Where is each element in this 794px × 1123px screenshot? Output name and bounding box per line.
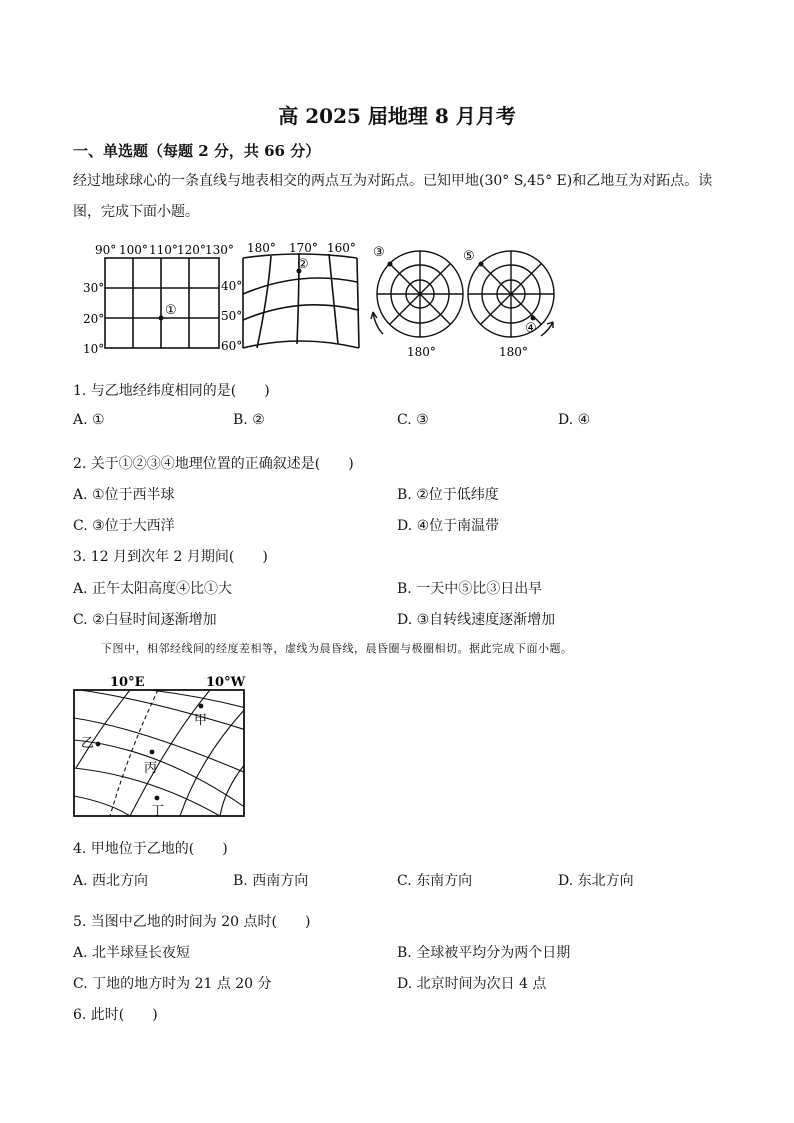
grid-lon-label: 120° <box>177 243 206 257</box>
arc-lat-label: 40° <box>221 279 243 293</box>
question-stem: 1. 与乙地经纬度相同的是( ) <box>73 383 270 399</box>
grid-lon-label: 100° <box>119 243 148 257</box>
option-b[interactable]: B. ② <box>233 412 265 428</box>
figure-2 <box>70 668 250 820</box>
option-d[interactable]: D. ④位于南温带 <box>397 518 500 534</box>
grid-lat-label: 30° <box>83 281 105 295</box>
polar2-bottom-label: 180° <box>499 345 528 359</box>
option-a[interactable]: A. ① <box>73 412 105 428</box>
option-d[interactable]: D. 东北方向 <box>558 873 634 889</box>
figure-1 <box>75 236 575 360</box>
page-title: 高 2025 届地理 8 月月考 <box>278 104 516 128</box>
point-ding-dot <box>155 796 160 801</box>
arc-lon-label: 170° <box>289 241 318 255</box>
point-yi-label: 乙 <box>81 736 95 751</box>
option-a[interactable]: A. 西北方向 <box>73 873 149 889</box>
option-d[interactable]: D. ④ <box>558 412 591 428</box>
point-yi-dot <box>96 742 101 747</box>
point-ding-label: 丁 <box>151 804 165 819</box>
polar2-point-dot <box>531 316 536 321</box>
figure2-lon-label: 10°E <box>110 675 145 690</box>
grid-point-dot <box>159 316 164 321</box>
intro-2-text: 下图中，相邻经线间的经度差相等，虚线为晨昏线，晨昏圈与极圈相切。据此完成下面小题。 <box>101 642 573 655</box>
grid-lon-label: 110° <box>149 243 178 257</box>
polar2-point-bottom-label: ④ <box>525 321 537 336</box>
polar2-point-top-label: ⑤ <box>463 249 475 264</box>
grid-point-label: ① <box>165 303 177 318</box>
question-stem: 6. 此时( ) <box>73 1007 158 1023</box>
point-bing-dot <box>150 750 155 755</box>
grid-map <box>105 258 219 348</box>
intro-text-line1: 经过地球球心的一条直线与地表相交的两点互为对跖点。已知甲地(30° S,45° E)和乙地互为对跖点。读 <box>73 173 713 189</box>
grid-lon-label: 130° <box>205 243 234 257</box>
question-stem: 4. 甲地位于乙地的( ) <box>73 841 228 857</box>
option-c[interactable]: C. ③位于大西洋 <box>73 518 175 534</box>
option-c[interactable]: C. 丁地的地方时为 21 点 20 分 <box>73 976 272 992</box>
option-b[interactable]: B. ②位于低纬度 <box>397 487 499 503</box>
intro-text-line2: 图，完成下面小题。 <box>73 204 199 220</box>
option-d[interactable]: D. 北京时间为次日 4 点 <box>397 976 547 992</box>
option-b[interactable]: B. 一天中⑤比③日出早 <box>397 581 543 597</box>
arc-lat-label: 60° <box>221 339 243 353</box>
option-c[interactable]: C. ③ <box>397 412 429 428</box>
point-jia-label: 甲 <box>194 713 208 728</box>
option-b[interactable]: B. 西南方向 <box>233 873 309 889</box>
option-d[interactable]: D. ③自转线速度逐渐增加 <box>397 612 556 628</box>
arc-point-label: ② <box>297 257 309 272</box>
polar1-point-dot <box>388 262 393 267</box>
arc-lat-label: 50° <box>221 309 243 323</box>
point-jia-dot <box>199 704 204 709</box>
polar-map-1 <box>371 251 463 337</box>
arc-lon-label: 160° <box>327 241 356 255</box>
polar1-point-label: ③ <box>373 245 385 260</box>
option-c[interactable]: C. 东南方向 <box>397 873 473 889</box>
option-b[interactable]: B. 全球被平均分为两个日期 <box>397 945 571 961</box>
arc-lon-label: 180° <box>247 241 276 255</box>
question-stem: 3. 12 月到次年 2 月期间( ) <box>73 549 268 565</box>
section-heading: 一、单选题（每题 2 分，共 66 分） <box>73 142 321 160</box>
point-bing-label: 丙 <box>144 761 158 776</box>
option-a[interactable]: A. 北半球昼长夜短 <box>73 945 191 961</box>
polar2-point-dot <box>479 262 484 267</box>
grid-lat-label: 20° <box>83 312 105 326</box>
figure2-lon-label: 10°W <box>206 675 246 690</box>
question-stem: 5. 当图中乙地的时间为 20 点时( ) <box>73 914 311 930</box>
question-stem: 2. 关于①②③④地理位置的正确叙述是( ) <box>73 456 354 472</box>
grid-lon-label: 90° <box>95 243 117 257</box>
polar1-bottom-label: 180° <box>407 345 436 359</box>
option-a[interactable]: A. ①位于西半球 <box>73 487 175 503</box>
option-a[interactable]: A. 正午太阳高度④比①大 <box>73 581 233 597</box>
grid-lat-label: 10° <box>83 342 105 356</box>
figure2-lines <box>74 690 246 816</box>
option-c[interactable]: C. ②白昼时间逐渐增加 <box>73 612 217 628</box>
